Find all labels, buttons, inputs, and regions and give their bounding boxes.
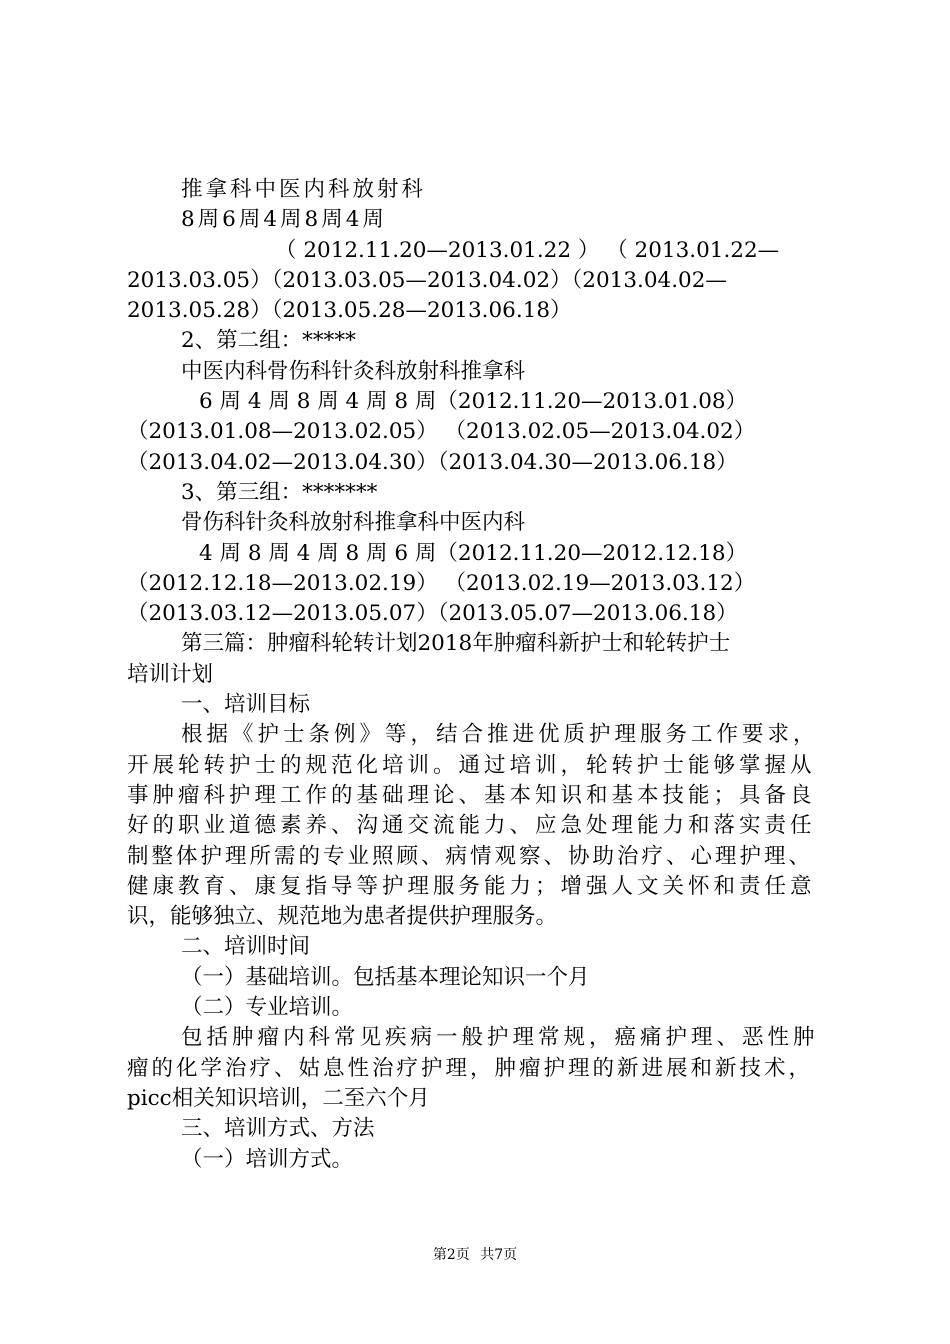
text-line-weeks-3: 4 周 8 周 4 周 8 周 6 周（2012.11.20—2012.12.18） [199,540,748,566]
text-line-basic-training: （一）基础培训。包括基本理论知识一个月 [181,964,590,990]
section-heading-methods: 三、培训方式、方法 [181,1116,375,1142]
text-line-group-2-heading: 2、第二组：***** [181,328,356,354]
text-line-dates-1a: （ 2012.11.20—2013.01.22 ） （ 2013.01.22— [275,237,780,263]
text-line-dates-3a: （2012.12.18—2013.02.19） （2013.02.19—2013.03.12） [127,570,756,596]
paragraph-goals-line-4: 好的职业道德素养、沟通交流能力、应急处理能力和落实责任 [127,813,816,839]
paragraph-goals-line-7: 识，能够独立、规范地为患者提供护理服务。 [127,904,558,930]
page-total: 共7页 [480,1247,518,1263]
section-heading-goals: 一、培训目标 [181,692,311,718]
paragraph-specialty-line-3: picc相关知识培训，二至六个月 [127,1085,430,1111]
text-line-dates-2b: （2013.04.02—2013.04.30）（2013.04.30—2013.06.18） [127,449,738,475]
text-line-rotation-depts-2: 中医内科骨伤科针灸科放射科推拿科 [181,358,526,384]
text-line-rotation-depts-1: 推拿科中医内科放射科 [181,177,427,202]
text-line-specialty-training: （二）专业培训。 [181,995,354,1021]
text-line-weeks-1: 8周6周4周8周4周 [181,207,387,233]
paragraph-goals-line-1: 根据《护士条例》等，结合推进优质护理服务工作要求， [181,722,819,748]
paragraph-specialty-line-1: 包括肿瘤内科常见疾病一般护理常规，癌痛护理、恶性肿 [181,1025,819,1051]
text-line-training-mode: （一）培训方式。 [181,1146,354,1172]
paragraph-goals-line-3: 事肿瘤科护理工作的基础理论、基本知识和基本技能；具备良 [127,782,816,808]
paragraph-goals-line-5: 制整体护理所需的专业照顾、病情观察、协助治疗、心理护理、 [127,843,814,869]
text-line-chapter-title: 第三篇：肿瘤科轮转计划2018年肿瘤科新护士和轮转护士 [181,631,731,657]
paragraph-goals-line-6: 健康教育、康复指导等护理服务能力；增强人文关怀和责任意 [127,873,816,899]
paragraph-specialty-line-2: 瘤的化学治疗、姑息性治疗护理，肿瘤护理的新进展和新技术， [127,1055,814,1081]
document-body [127,175,832,1175]
text-line-dates-1b: 2013.03.05）（2013.03.05—2013.04.02）（2013.04.02— [127,267,727,293]
text-line-dates-3b: （2013.03.12—2013.05.07）（2013.05.07—2013.06.18） [127,601,738,627]
text-line-chapter-title-cont: 培训计划 [127,661,214,687]
text-line-rotation-depts-3: 骨伤科针灸科放射科推拿科中医内科 [181,510,526,536]
text-line-weeks-2: 6 周 4 周 8 周 4 周 8 周（2012.11.20—2013.01.08） [199,389,748,415]
section-heading-time: 二、培训时间 [181,934,311,960]
text-line-dates-1c: 2013.05.28）（2013.05.28—2013.06.18） [127,298,572,324]
page-number: 第2页 [432,1247,470,1263]
text-line-dates-2a: （2013.01.08—2013.02.05） （2013.02.05—2013.04.02） [127,419,756,445]
text-line-group-3-heading: 3、第三组：******* [181,479,378,505]
paragraph-goals-line-2: 开展轮转护士的规范化培训。通过培训，轮转护士能够掌握从 [127,752,816,778]
page-footer [0,1244,950,1264]
